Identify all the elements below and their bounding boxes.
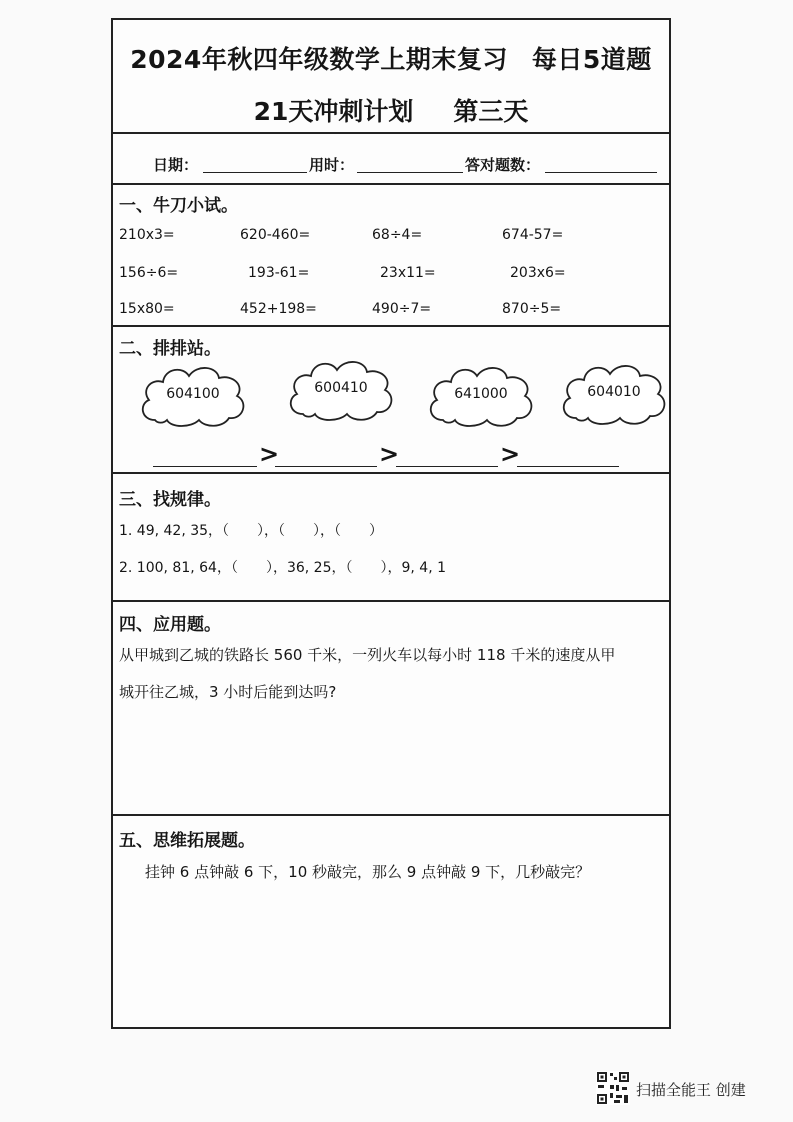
section-3-title: 三、找规律。: [119, 490, 221, 510]
qr-code-icon: [596, 1071, 630, 1105]
cloud-2: [283, 354, 399, 426]
cloud-3: [423, 360, 539, 432]
title-line-1: [113, 40, 669, 76]
correct-blank[interactable]: [545, 172, 657, 173]
greater-than-sign: >: [500, 440, 521, 468]
order-blank-3[interactable]: [396, 466, 498, 467]
problem: 870÷5=: [502, 301, 562, 317]
section-1-title: 一、牛刀小试。: [119, 196, 238, 216]
section-5-title: 五、思维拓展题。: [119, 831, 255, 851]
time-blank[interactable]: [357, 172, 463, 173]
section-2-title: 二、排排站。: [119, 339, 221, 359]
cloud-1: [135, 360, 251, 432]
divider: [113, 132, 669, 134]
date-label: 日期：: [153, 156, 199, 174]
pattern-line-2: 2. 100, 81, 64，（ ），36, 25，（ ），9, 4, 1: [119, 560, 447, 576]
date-blank[interactable]: [203, 172, 307, 173]
cloud-4: [556, 358, 672, 430]
title-day: 第三天: [453, 97, 529, 126]
divider: [113, 600, 669, 602]
word-problem-line-1: 从甲城到乙城的铁路长 560 千米，一列火车以每小时 118 千米的速度从甲: [119, 646, 616, 664]
scanner-watermark: [596, 1071, 776, 1111]
problem: 674-57=: [502, 227, 564, 243]
time-label: 用时：: [309, 156, 355, 174]
thinking-problem: 挂钟 6 点钟敲 6 下，10 秒敲完，那么 9 点钟敲 9 下，几秒敲完？: [145, 863, 591, 881]
problem: 620-460=: [240, 227, 311, 243]
greater-than-sign: >: [379, 440, 400, 468]
cloud-number: 604010: [587, 384, 641, 400]
correct-label: 答对题数：: [465, 156, 541, 174]
worksheet: [111, 18, 671, 1029]
title-daily: 每日5道题: [531, 45, 652, 74]
scanner-watermark-text: 扫描全能王 创建: [636, 1081, 746, 1099]
word-problem-line-2: 城开往乙城，3 小时后能到达吗?: [119, 683, 337, 701]
problem: 203x6=: [510, 265, 566, 281]
divider: [113, 183, 669, 185]
cloud-number: 604100: [166, 386, 220, 402]
problem: 68÷4=: [372, 227, 423, 243]
divider: [113, 472, 669, 474]
problem: 452+198=: [240, 301, 317, 317]
title-plan: 21天冲刺计划: [253, 97, 414, 126]
problem: 23x11=: [380, 265, 436, 281]
cloud-number: 641000: [454, 386, 508, 402]
greater-than-sign: >: [259, 440, 280, 468]
problem: 15x80=: [119, 301, 175, 317]
order-blank-2[interactable]: [275, 466, 377, 467]
divider: [113, 814, 669, 816]
problem: 156÷6=: [119, 265, 179, 281]
section-4-title: 四、应用题。: [119, 615, 221, 635]
divider: [113, 325, 669, 327]
cloud-number: 600410: [314, 380, 368, 396]
order-blank-4[interactable]: [517, 466, 619, 467]
problem: 193-61=: [248, 265, 310, 281]
pattern-line-1: 1. 49, 42, 35，（ ），（ ），（ ）: [119, 523, 384, 539]
problem: 210x3=: [119, 227, 175, 243]
title-main: 2024年秋四年级数学上期末复习: [130, 45, 508, 74]
problem: 490÷7=: [372, 301, 432, 317]
order-blank-1[interactable]: [153, 466, 257, 467]
title-line-2: [113, 92, 669, 128]
